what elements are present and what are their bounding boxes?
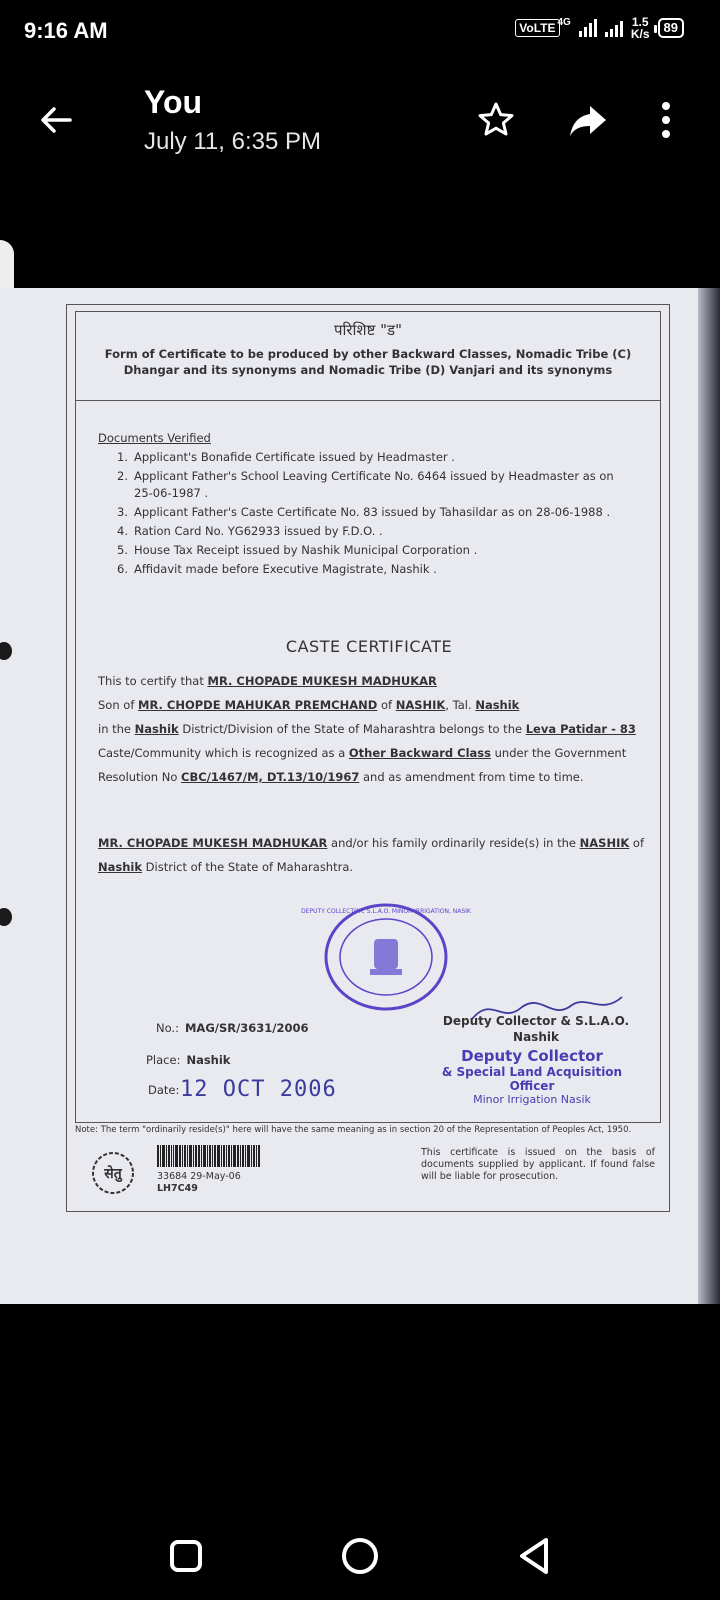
text: Son of — [98, 698, 139, 712]
doc-text: Applicant Father's Caste Certificate No. 83 issued by Tahasildar as on 28-06-1988 . — [134, 505, 611, 519]
document-photo[interactable] — [0, 288, 720, 1304]
text: of — [377, 698, 396, 712]
status-time: 9:16 AM — [24, 18, 108, 43]
status-bar — [0, 0, 720, 64]
back-arrow-icon[interactable] — [36, 100, 76, 140]
home-icon[interactable] — [330, 1526, 390, 1586]
status-icons — [515, 16, 684, 40]
signal-icon — [579, 19, 597, 37]
certificate-footer — [75, 1141, 661, 1207]
app-bar — [0, 64, 720, 184]
doc-number: 3. — [117, 505, 128, 519]
barcode — [157, 1145, 277, 1167]
docs-list — [98, 449, 618, 580]
stamp-line-1: Deputy Collector — [461, 1047, 603, 1065]
list-item — [98, 504, 618, 521]
more-vert-icon[interactable] — [654, 98, 678, 142]
deputy-collector-seal — [301, 901, 471, 1013]
text: , Tal. — [445, 698, 476, 712]
barcode-line-1: 33684 29-May-06 — [157, 1171, 241, 1182]
signatory-place: Nashik — [513, 1030, 559, 1044]
doc-text: House Tax Receipt issued by Nashik Municipal Corporation . — [134, 543, 478, 557]
text: under the Government Resolution No — [98, 746, 627, 784]
doc-text: Affidavit made before Executive Magistrate, Nashik . — [134, 562, 437, 576]
district: Nashik — [98, 860, 143, 874]
punch-hole — [0, 908, 12, 926]
list-item — [98, 468, 618, 502]
date-stamp: 12 OCT 2006 — [180, 1077, 337, 1102]
text: and as amendment from time to time. — [359, 770, 584, 784]
signatory-block — [436, 1013, 636, 1045]
text: District/Division of the State of Maharashtra belongs to the — [178, 722, 526, 736]
list-item — [98, 523, 618, 540]
battery-icon: 89 — [658, 18, 684, 38]
speed-unit: K/s — [630, 27, 650, 41]
sender-title: You — [144, 84, 203, 120]
no-value: MAG/SR/3631/2006 — [184, 1021, 309, 1035]
volte-indicator: VoLTE — [515, 19, 559, 37]
taluka: Nashik — [475, 698, 520, 712]
share-icon[interactable] — [566, 98, 610, 142]
certificate-body — [75, 401, 661, 1123]
place: NASHIK — [395, 698, 446, 712]
doc-number: 4. — [117, 524, 128, 538]
signal-icon-2 — [605, 19, 623, 37]
system-nav-bar — [0, 1512, 720, 1600]
network-speed — [631, 16, 650, 40]
certificate-number — [156, 1021, 309, 1035]
certificate-header — [75, 311, 661, 401]
header-line-1: Form of Certificate to be produced by other Backward Classes, Nomadic Tribe (C) — [104, 347, 632, 361]
category: Other Backward Class — [348, 746, 491, 760]
text: District of the State of Maharashtra. — [142, 860, 354, 874]
text: of — [629, 836, 645, 850]
government-resolution: CBC/1467/M, DT.13/10/1967 — [181, 770, 360, 784]
speed-value: 1.5 — [631, 15, 649, 29]
text: This to certify that — [98, 674, 208, 688]
setu-emblem-icon — [89, 1147, 137, 1195]
seal-text: DEPUTY COLLECTOR, S.L.A.O. MINOR IRRIGATION, NASIK — [301, 908, 471, 915]
barcode-line-2: LH7C49 — [157, 1183, 198, 1194]
emblem-text: सेतु — [104, 1166, 122, 1182]
text: in the — [98, 722, 135, 736]
certificate-paragraph-1 — [98, 669, 646, 789]
doc-number: 1. — [117, 450, 128, 464]
applicant-name: MR. CHOPADE MUKESH MADHUKAR — [207, 674, 437, 688]
doc-number: 6. — [117, 562, 128, 576]
doc-number: 5. — [117, 543, 128, 557]
network-gen: 4G — [557, 16, 571, 28]
stamp-line-3: Minor Irrigation Nasik — [473, 1093, 591, 1106]
doc-text: Ration Card No. YG62933 issued by F.D.O. . — [134, 524, 383, 538]
sent-timestamp: July 11, 6:35 PM — [144, 128, 321, 155]
father-name: MR. CHOPDE MAHUKAR PREMCHAND — [138, 698, 378, 712]
place-label: Place: — [146, 1053, 181, 1067]
designation-stamp — [422, 1047, 642, 1106]
header-line-2: Dhangar and its synonyms and Nomadic Tribe (D) Vanjari and its synonyms — [123, 363, 613, 377]
text: Caste/Community which is recognized as a — [98, 746, 349, 760]
caste: Leva Patidar - 83 — [525, 722, 636, 736]
punch-hole — [0, 642, 12, 660]
back-icon[interactable] — [504, 1526, 564, 1586]
photo-shadow-edge — [698, 288, 720, 1304]
doc-number: 2. — [117, 469, 128, 483]
certificate-title: CASTE CERTIFICATE — [285, 637, 453, 656]
list-item — [98, 449, 618, 466]
certificate-note: Note: The term "ordinarily reside(s)" here will have the same meaning as in section 20 of the Representation of Peoples Act, 1950. — [75, 1125, 632, 1135]
doc-text: Applicant Father's School Leaving Certificate No. 6464 issued by Headmaster as on 25-06-1987 . — [134, 469, 614, 500]
barcode-text — [157, 1171, 241, 1195]
place-line — [146, 1053, 230, 1067]
certificate-paragraph-2 — [98, 831, 646, 879]
star-icon[interactable] — [474, 98, 518, 142]
district: Nashik — [134, 722, 179, 736]
header-hindi: परिशिष्ट "ड" — [334, 321, 402, 339]
docs-title: Documents Verified — [98, 431, 211, 445]
list-item — [98, 561, 618, 578]
place-value: Nashik — [186, 1053, 231, 1067]
recents-icon[interactable] — [156, 1526, 216, 1586]
stamp-line-2: & Special Land Acquisition Officer — [441, 1065, 623, 1093]
signatory-title: Deputy Collector & S.L.A.O. — [442, 1014, 630, 1028]
text: and/or his family ordinarily reside(s) in the — [327, 836, 580, 850]
disclaimer: This certificate is issued on the basis of documents supplied by applicant. If found false will be liable for prosecution. — [421, 1147, 655, 1182]
doc-text: Applicant's Bonafide Certificate issued by Headmaster . — [134, 450, 455, 464]
place: NASHIK — [579, 836, 630, 850]
date-label: Date: — [148, 1083, 180, 1097]
list-item — [98, 542, 618, 559]
no-label: No.: — [156, 1021, 179, 1035]
certificate-paper — [66, 304, 670, 1212]
applicant-name: MR. CHOPADE MUKESH MADHUKAR — [98, 836, 328, 850]
